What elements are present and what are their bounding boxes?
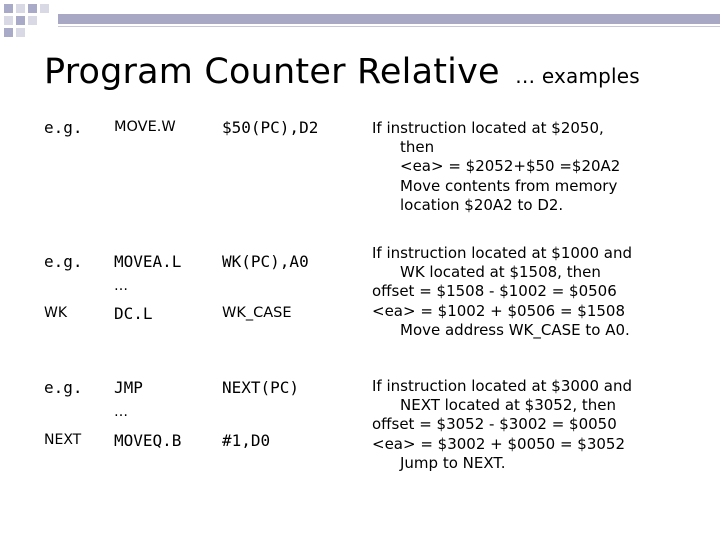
description-line: <ea> = $3002 + $0050 = $3052 — [372, 434, 626, 453]
instruction-mnemonic: MOVEQ.B — [114, 431, 182, 450]
example-label: e.g. — [44, 378, 83, 397]
instruction-mnemonic: DC.L — [114, 304, 153, 323]
slide-title-main: Program Counter Relative — [44, 52, 500, 92]
instruction-mnemonic: MOVEA.L — [114, 252, 182, 271]
description-line: <ea> = $2052+$50 =$20A2 — [400, 157, 621, 176]
description-line: offset = $3052 - $3002 = $0050 — [372, 415, 617, 434]
instruction-operand: WK(PC),A0 — [222, 252, 309, 271]
description-line: location $20A2 to D2. — [400, 195, 564, 214]
code-ellipsis: … — [114, 278, 128, 294]
description-line: Move contents from memory — [400, 176, 618, 195]
description-line: WK located at $1508, then — [400, 263, 601, 282]
description-line: Jump to NEXT. — [400, 453, 506, 472]
description-line: If instruction located at $2050, — [372, 119, 604, 137]
instruction-mnemonic: MOVE.W — [114, 119, 176, 135]
description-line: offset = $1508 - $1002 = $0506 — [372, 282, 617, 301]
code-label: WK — [44, 305, 68, 321]
example-description — [372, 119, 717, 215]
code-ellipsis: … — [114, 404, 128, 420]
code-label: NEXT — [44, 432, 82, 448]
slide-title — [44, 52, 640, 92]
example-description — [372, 377, 717, 473]
instruction-mnemonic: JMP — [114, 378, 143, 397]
header-rule — [58, 26, 720, 27]
description-line: NEXT located at $3052, then — [400, 396, 617, 415]
instruction-operand: $50(PC),D2 — [222, 118, 319, 137]
example-label: e.g. — [44, 118, 83, 137]
example-description — [372, 244, 717, 340]
slide-subtitle: … examples — [515, 64, 640, 88]
description-line: Move address WK_CASE to A0. — [400, 320, 630, 339]
example-label: e.g. — [44, 252, 83, 271]
header-bar — [58, 14, 720, 24]
description-line: <ea> = $1002 + $0506 = $1508 — [372, 301, 626, 320]
instruction-operand: #1,D0 — [222, 431, 271, 450]
description-line: then — [400, 138, 435, 157]
description-line: If instruction located at $1000 and — [372, 244, 632, 262]
instruction-operand: NEXT(PC) — [222, 378, 300, 397]
instruction-operand: WK_CASE — [222, 305, 292, 321]
description-line: If instruction located at $3000 and — [372, 377, 632, 395]
